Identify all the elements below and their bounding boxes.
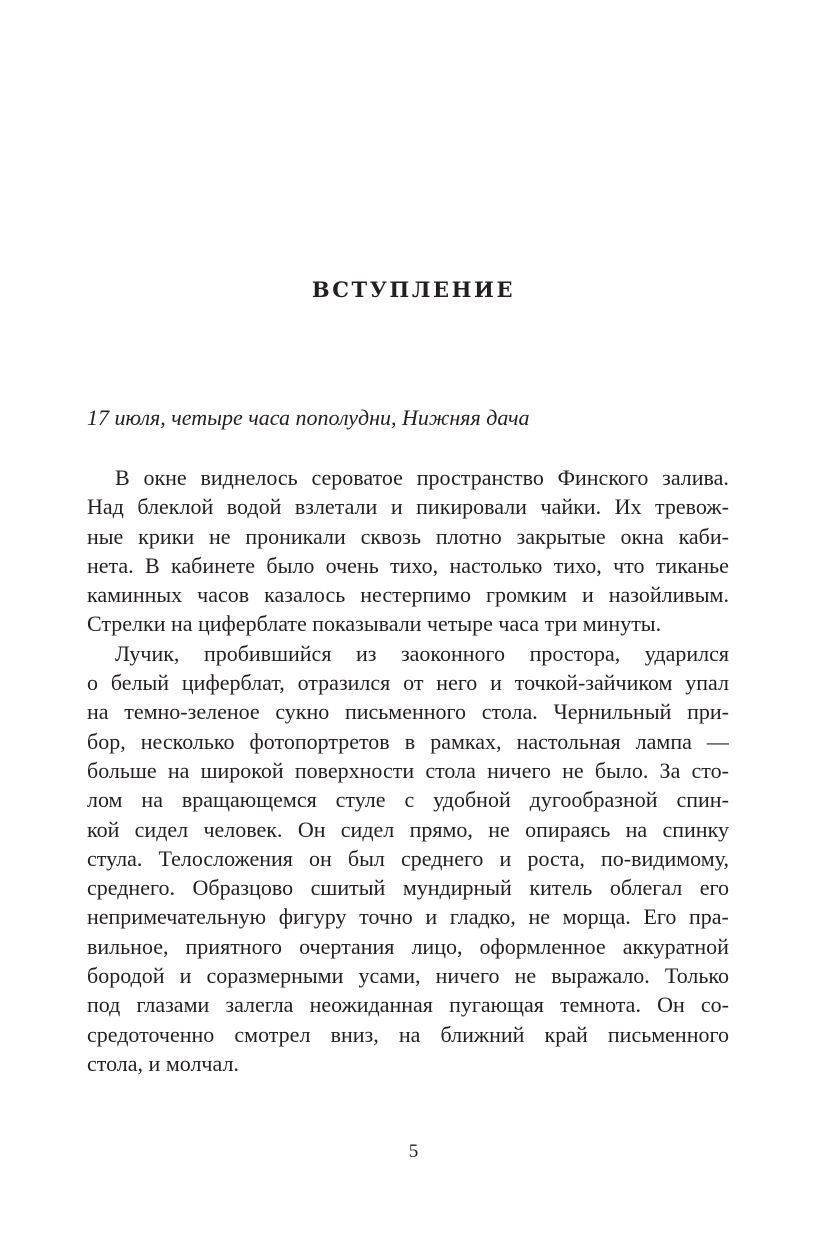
- text-line: нета. В кабинете было очень тихо, настолько тихо, что тиканье: [87, 552, 729, 578]
- text-line: стула. Телосложения он был среднего и роста, по-видимому,: [87, 845, 729, 871]
- text-line: под глазами залегла неожиданная пугающая темнота. Он со-: [87, 992, 729, 1018]
- text-line: Стрелки на циферблате показывали четыре часа три минуты.: [87, 611, 662, 637]
- text-line: больше на широкой поверхности стола ничего не было. За сто-: [87, 757, 729, 783]
- body-text: [87, 463, 729, 1078]
- page-number: 5: [408, 1141, 419, 1162]
- paragraphs: [87, 463, 729, 1078]
- text-line: каминных часов казалось нестерпимо громким и назойливым.: [87, 582, 729, 608]
- text-line: Лучик, пробившийся из заоконного простора, ударился: [115, 640, 729, 666]
- paragraph: [87, 639, 729, 1078]
- text-line: лом на вращающемся стуле с удобной дугообразной спин-: [87, 787, 729, 813]
- text-line: средоточенно смотрел вниз, на ближний край письменного: [87, 1021, 729, 1047]
- text-line: Над блеклой водой взлетали и пикировали чайки. Их тревож-: [87, 494, 729, 520]
- text-line: бор, несколько фотопортретов в рамках, настольная лампа —: [87, 728, 729, 754]
- text-line: кой сидел человек. Он сидел прямо, не опираясь на спинку: [87, 816, 729, 842]
- text-line: на темно-зеленое сукно письменного стола. Чернильный при-: [87, 699, 729, 725]
- dateline: 17 июля, четыре часа пополудни, Нижняя дача: [87, 405, 530, 430]
- text-line: среднего. Образцово сшитый мундирный китель облегал его: [87, 875, 729, 901]
- chapter-title: ВСТУПЛЕНИЕ: [311, 277, 516, 302]
- text-line: В окне виднелось сероватое пространство Финского залива.: [115, 465, 729, 490]
- text-line: ные крики не проникали сквозь плотно закрытые окна каби-: [87, 523, 729, 549]
- text-line: стола, и молчал.: [87, 1050, 239, 1076]
- text-line: бородой и соразмерными усами, ничего не выражало. Только: [87, 963, 729, 989]
- text-line: вильное, приятного очертания лицо, оформленное аккуратной: [87, 933, 729, 959]
- paragraph: [87, 463, 729, 639]
- text-line: непримечательную фигуру точно и гладко, не морща. Его пра-: [87, 904, 729, 930]
- text-line: о белый циферблат, отразился от него и точкой-зайчиком упал: [87, 670, 729, 696]
